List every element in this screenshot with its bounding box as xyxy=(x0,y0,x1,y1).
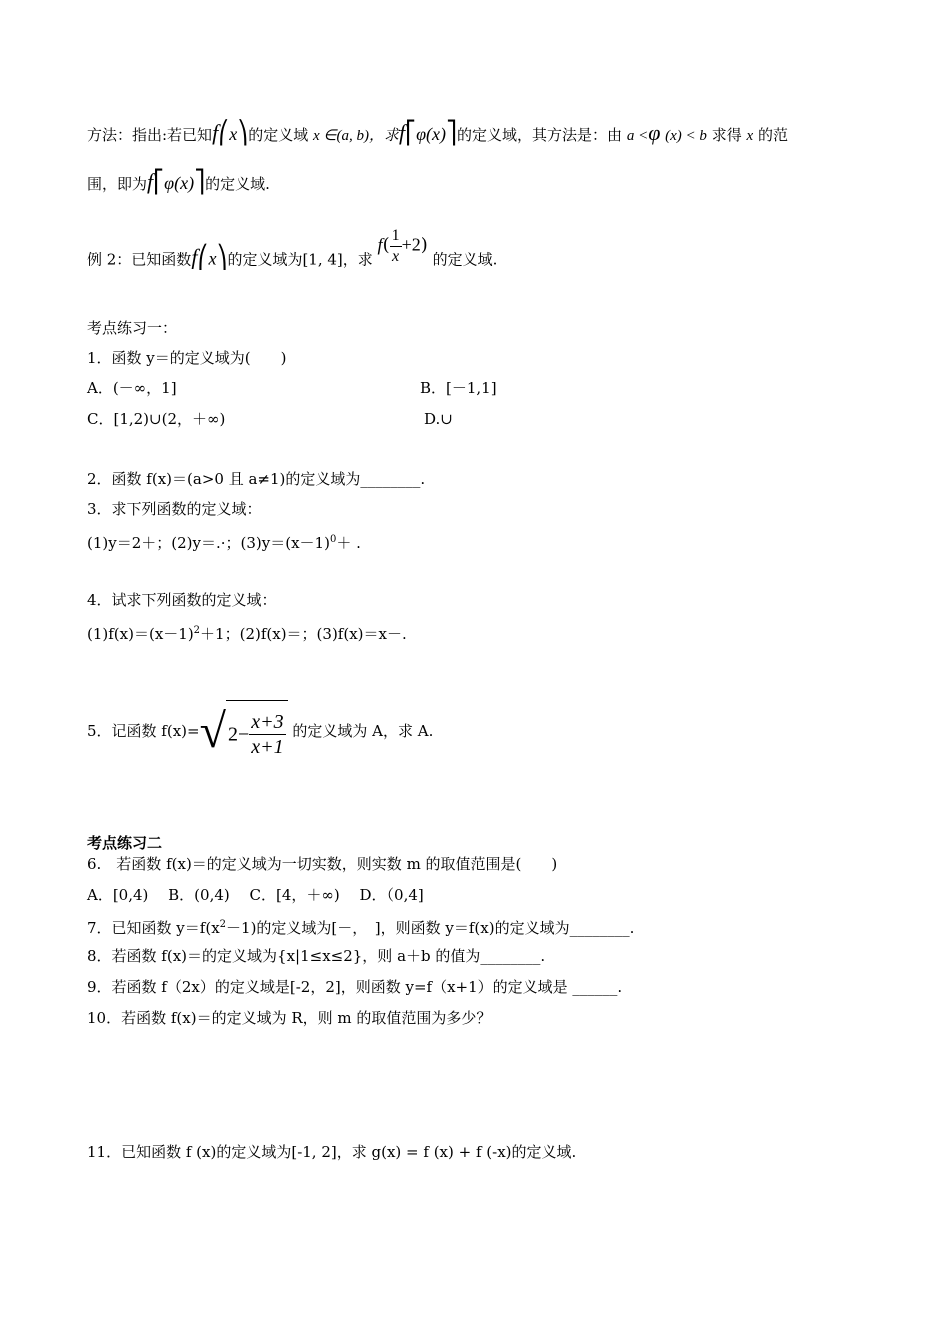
q3-items-text-b: ＋ . xyxy=(336,534,361,552)
x-variable-2: x xyxy=(746,128,754,144)
method-text-g: 的定义域. xyxy=(205,175,270,193)
plus-two: +2 xyxy=(401,234,421,255)
question-7 xyxy=(87,915,634,938)
x-variable-3: x xyxy=(208,248,217,269)
q1-option-c: C．[1,2)∪(2，＋∞) xyxy=(87,410,226,428)
f-symbol: f xyxy=(212,120,219,145)
example-text-c: 的定义域. xyxy=(432,250,498,269)
question-8: 8．若函数 f(x)＝的定义域为{x|1≤x≤2}，则 a＋b 的值为________. xyxy=(87,947,546,965)
question-5 xyxy=(87,700,433,762)
q4-superscript: 2 xyxy=(193,625,201,636)
question-1: 1．函数 y＝的定义域为( ) xyxy=(87,349,287,367)
q7-text-b: －1)的定义域为[－， ]，则函数 y＝f(x)的定义域为________. xyxy=(226,919,635,937)
question-6: 6. 若函数 f(x)＝的定义域为一切实数，则实数 m 的取值范围是( ) xyxy=(87,855,558,873)
q5-text-b: 的定义域为 A，求 A. xyxy=(292,722,434,741)
q1-option-b: B．[－1,1] xyxy=(420,379,497,397)
question-11: 11．已知函数 f (x)的定义域为[-1, 2]，求 g(x) = f (x) + f (-x)的定义域. xyxy=(87,1143,577,1161)
domain-interval: x ∈(a, b)，求 xyxy=(312,128,399,144)
q3-items-text-a: (1)y＝2＋；(2)y＝.·；(3)y＝(x－1) xyxy=(87,534,330,552)
q5-text-a: 5．记函数 f(x)= xyxy=(87,722,200,741)
method-text-e: 的范 xyxy=(757,126,788,144)
q5-two-minus: 2− xyxy=(227,723,250,746)
q4-items-text-a: (1)f(x)＝(x－1) xyxy=(87,625,194,643)
method-text-b: 的定义域 xyxy=(248,126,309,144)
f-symbol-2: f xyxy=(398,120,406,145)
condition-b: (x) < b xyxy=(665,128,707,144)
q7-text-a: 7．已知函数 y＝f(x xyxy=(87,919,220,937)
section-1-title: 考点练习一： xyxy=(87,319,178,337)
fraction-1-over-x: $\frac{1}{x}$ xyxy=(391,227,400,265)
section-2-title: 考点练习二 xyxy=(87,834,163,852)
q4-items-text-b: ＋1；(2)f(x)＝；(3)f(x)＝x－. xyxy=(200,625,407,643)
condition-a: a < xyxy=(626,128,649,144)
f-symbol-3: f xyxy=(147,169,154,194)
sqrt-expression: √ 2− $\frac{x+3}{x+1}$ xyxy=(200,700,288,764)
q3-superscript: 0 xyxy=(329,534,337,545)
question-2: 2．函数 f(x)＝(a>0 且 a≠1)的定义域为________. xyxy=(87,470,426,488)
method-line-2: 围，即为f⎡φ(x)⎤的定义域. xyxy=(87,169,270,195)
question-3-items xyxy=(87,530,361,553)
q7-superscript: 2 xyxy=(219,919,227,930)
method-text-d: 求得 xyxy=(711,126,742,144)
f-symbol-4: f xyxy=(191,244,198,270)
method-text-f: 围，即为 xyxy=(87,175,148,193)
question-9: 9．若函数 f（2x）的定义域是[-2，2]，则函数 y=f（x+1）的定义域是 ______. xyxy=(87,978,623,996)
q1-option-a: A．(－∞，1] xyxy=(87,379,177,397)
f-symbol-5: f xyxy=(377,234,383,255)
q5-fraction: $\frac{x+3}{x+1}$ xyxy=(251,710,284,758)
method-text-a: 方法：指出:若已知 xyxy=(87,126,213,144)
phi-x: φ(x) xyxy=(416,124,447,144)
question-6-options: A．[0,4) B．(0,4) C．[4，＋∞) D．（0,4] xyxy=(87,886,424,904)
question-3: 3．求下列函数的定义域： xyxy=(87,500,262,518)
question-4-items xyxy=(87,621,407,644)
q1-option-d: D.∪ xyxy=(424,410,453,428)
method-text-c: 的定义域，其方法是：由 xyxy=(457,126,623,144)
phi-x-2: φ(x) xyxy=(164,173,195,193)
question-10: 10．若函数 f(x)＝的定义域为 R，则 m 的取值范围为多少？ xyxy=(87,1009,492,1027)
method-line-1: 方法：指出:若已知f⎛x⎞的定义域 x ∈(a, b)，求f⎡φ(x)⎤的定义域，其方法是：由 a <φ (x) < b 求得 x 的范 xyxy=(87,120,788,146)
x-variable: x xyxy=(229,124,238,144)
example-text-a: 例 2：已知函数 xyxy=(87,250,192,269)
phi-symbol: φ xyxy=(648,120,661,145)
example-text-b: 的定义域为[1, 4]，求 xyxy=(227,250,373,269)
example-2: 例 2：已知函数f⎛x⎞的定义域为[1, 4]，求 f( $\frac{1}{x}$ +2) 的定义域. xyxy=(87,227,498,271)
question-4: 4．试求下列函数的定义域： xyxy=(87,591,277,609)
